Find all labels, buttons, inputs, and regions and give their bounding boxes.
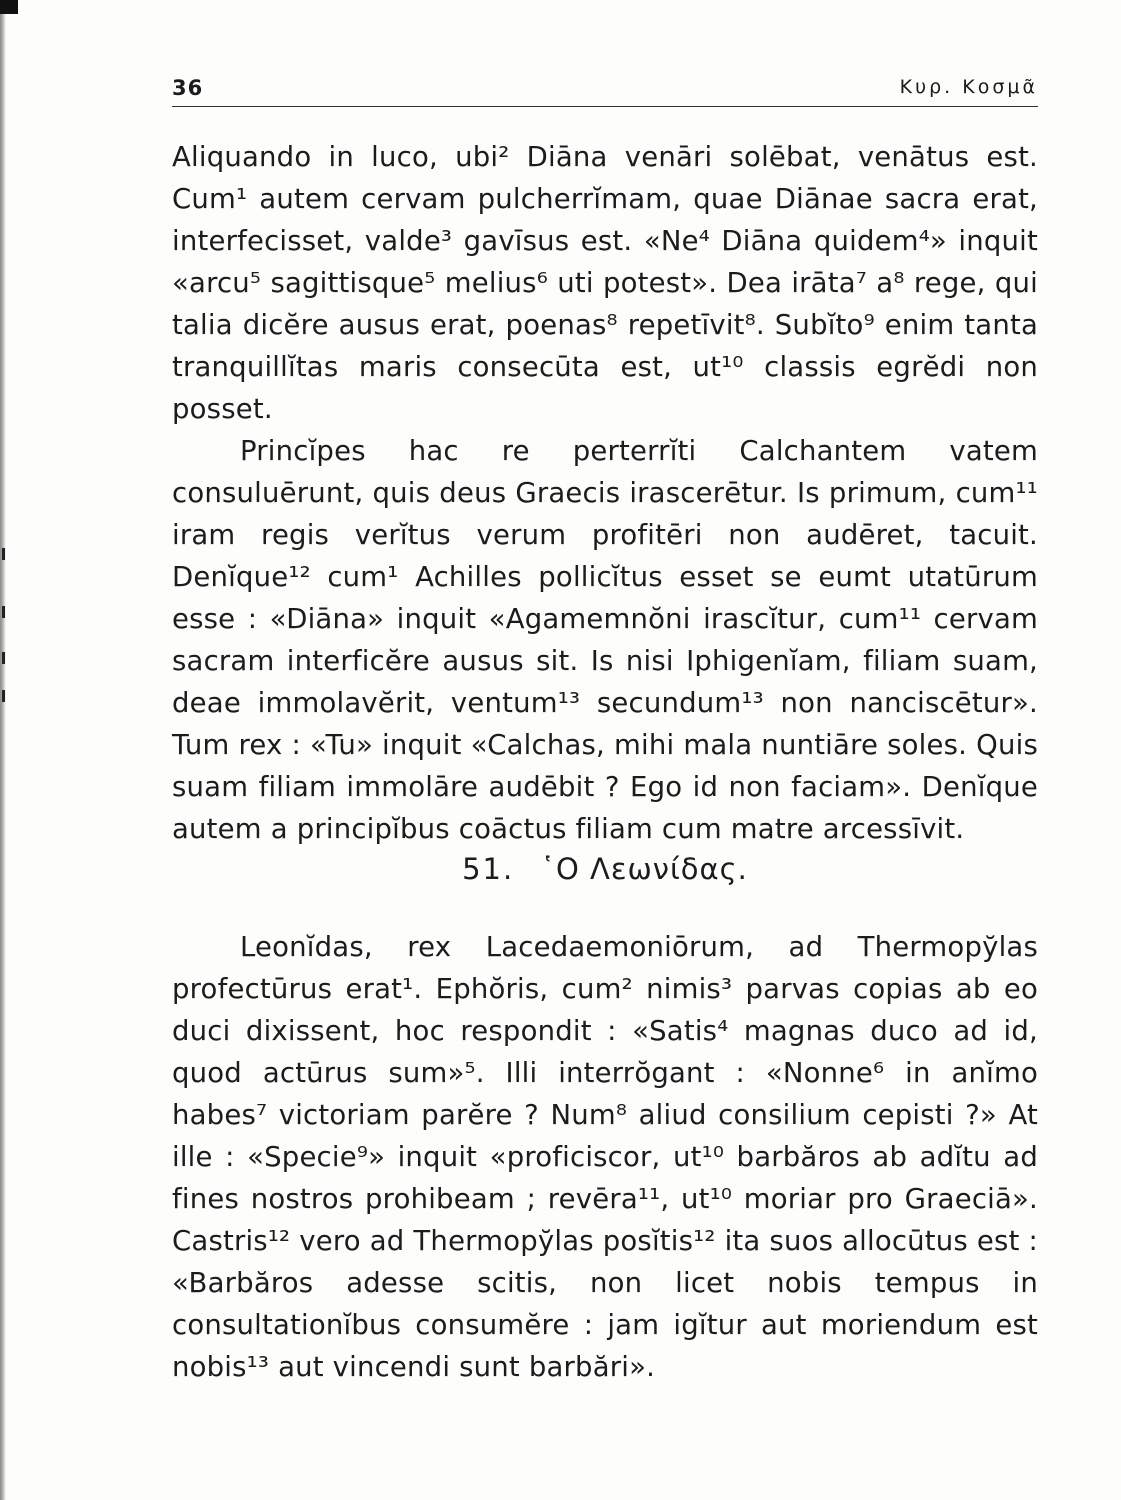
margin-tick (2, 652, 5, 664)
paragraph-text: Leonĭdas, rex Lacedaemoniōrum, ad Thermopўlas profectūrus erat¹. Ephŏris, cum² nimis³ parvas copias ab eo duci dixissent, hoc respondit : «Satis⁴ magnas duco ad id, quod actūrus sum»⁵. Illi interrŏgant : «Nonne⁶ in anĭmo habes⁷ victoriam parĕre ? Num⁸ aliud consilium cepisti ?» At ille : «Specie⁹» inquit «proficiscor, ut¹⁰ barbăros ab adĭtu ad fines nostros prohibeam ; revēra¹¹, ut¹⁰ moriar pro Graeciā». Castris¹² vero ad Thermopўlas posĭtis¹² ita suos allocūtus est : «Barbăros adesse scitis, non licet nobis tempus in consultationĭbus consumĕre : jam igĭtur aut moriendum est nobis¹³ aut vincendi sunt barbări». (172, 931, 1038, 1383)
running-head: Κυρ. Κοσμᾶ (899, 76, 1038, 98)
paragraph-text: Princĭpes hac re perterrĭti Calchantem vatem consuluērunt, quis deus Graecis irascerētur. Is primum, cum¹¹ iram regis verĭtus verum profitēri non audēret, tacuit. Denĭque¹² cum¹ Achilles pollicĭtus esset se eumt utatūrum esse : «Diāna» inquit «Agamemnŏni irascĭtur, cum¹¹ cervam sacram interficĕre ausus sit. Is nisi Iphigenĭam, filiam suam, deae immolavĕrit, ventum¹³ secundum¹³ non nanciscētur». Tum rex : «Tu» inquit «Calchas, mihi mala nuntiāre soles. Quis suam filiam immolāre audēbit ? Ego id non faciam». Denĭque autem a principĭbus coāctus filiam cum matre arcessīvit. (172, 435, 1038, 845)
paragraph-3-block (172, 926, 1038, 1388)
scan-left-edge (0, 0, 6, 1500)
section-heading (172, 852, 1038, 886)
section-title: ῾Ο Λεωνίδας. (540, 852, 748, 886)
paragraph-1-block (172, 136, 1038, 430)
page-number: 36 (172, 76, 204, 100)
margin-tick (2, 606, 5, 618)
paragraph-text: Aliquando in luco, ubi² Diāna venāri solēbat, venātus est. Cum¹ autem cervam pulcherrĭmam, quae Diānae sacra erat, interfecisset, valde³ gavīsus est. «Ne⁴ Diāna quidem⁴» inquit «arcu⁵ sagittisque⁵ melius⁶ uti potest». Dea irāta⁷ a⁸ rege, qui talia dicĕre ausus erat, poenas⁸ repetīvit⁸. Subĭto⁹ enim tanta tranquillĭtas maris consecūta est, ut¹⁰ classis egrĕdi non posset. (172, 141, 1038, 425)
section-number: 51. (462, 852, 515, 886)
page-header (172, 76, 1038, 104)
scan-corner-mark (0, 0, 18, 14)
margin-tick (2, 548, 5, 560)
margin-tick (2, 690, 5, 702)
paragraph-2-block (172, 430, 1038, 850)
header-rule (172, 106, 1038, 107)
